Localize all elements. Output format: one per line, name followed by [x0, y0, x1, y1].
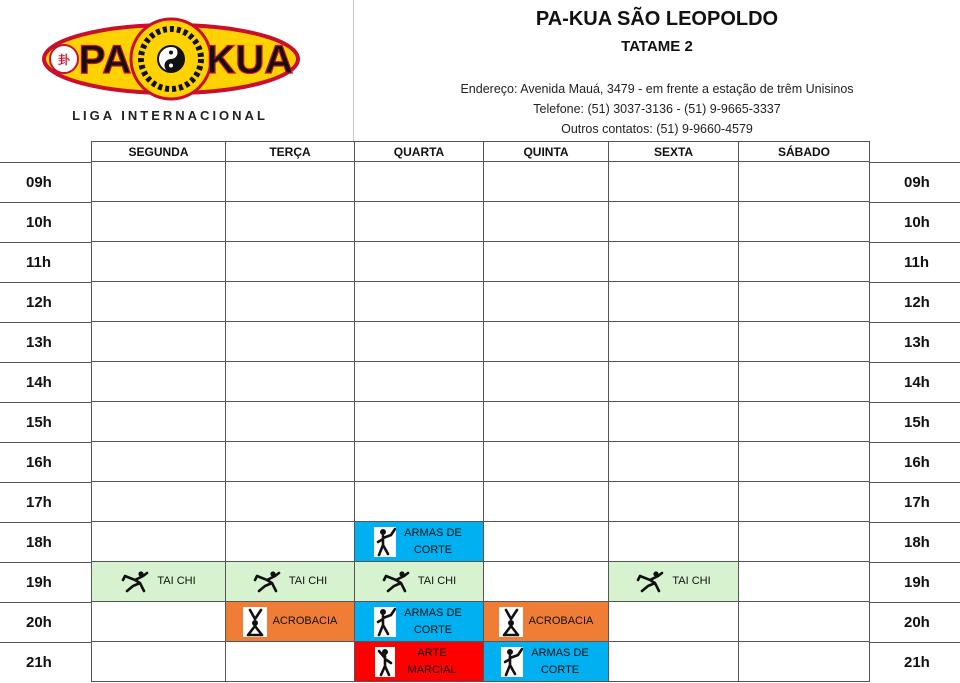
class-label: ARTE MARCIAL — [407, 646, 457, 676]
slot-sabado-15h[interactable] — [738, 401, 870, 442]
slot-segunda-12h[interactable] — [91, 281, 226, 322]
class-label: ACROBACIA — [528, 615, 594, 627]
martial-figure-icon — [375, 647, 395, 677]
taichi-figure-icon — [121, 571, 151, 593]
slot-terca-13h[interactable] — [225, 321, 355, 362]
slot-sabado-11h[interactable] — [738, 241, 870, 282]
hour-label-left: 13h — [0, 322, 91, 362]
slot-sabado-20h[interactable] — [738, 601, 870, 642]
slot-quinta-15h[interactable] — [483, 401, 609, 442]
hour-label-right: 12h — [869, 282, 960, 322]
class-acrobacia-terca-20h[interactable] — [225, 601, 355, 642]
hour-label-left: 21h — [0, 642, 91, 682]
address-line: Endereço: Avenida Mauá, 3479 - em frente a estação de trêm Unisinos — [460, 82, 854, 96]
day-header-sexta: SEXTA — [608, 141, 739, 163]
slot-sabado-19h[interactable] — [738, 561, 870, 602]
slot-quinta-09h[interactable] — [483, 161, 609, 202]
class-tai-chi-terca-19h[interactable] — [225, 561, 355, 602]
slot-terca-16h[interactable] — [225, 441, 355, 482]
day-header-quinta: QUINTA — [483, 141, 609, 163]
slot-quarta-17h[interactable] — [354, 481, 484, 522]
contacts-line: Outros contatos: (51) 9-9660-4579 — [561, 122, 753, 136]
slot-segunda-09h[interactable] — [91, 161, 226, 202]
slot-quinta-18h[interactable] — [483, 521, 609, 562]
hour-label-right: 21h — [869, 642, 960, 682]
svg-text:卦: 卦 — [57, 53, 71, 67]
hour-label-right: 18h — [869, 522, 960, 562]
tatame-subtitle: TATAME 2 — [621, 38, 693, 55]
slot-quinta-13h[interactable] — [483, 321, 609, 362]
slot-sexta-10h[interactable] — [608, 201, 739, 242]
day-header-terca: TERÇA — [225, 141, 355, 163]
slot-segunda-21h[interactable] — [91, 641, 226, 682]
hour-label-left: 12h — [0, 282, 91, 322]
class-label: TAI CHI — [157, 575, 196, 587]
class-armas-de-corte-quinta-21h[interactable] — [483, 641, 609, 682]
schedule-header — [0, 0, 960, 141]
slot-segunda-15h[interactable] — [91, 401, 226, 442]
hour-label-right: 15h — [869, 402, 960, 442]
class-armas-de-corte-quarta-20h[interactable] — [354, 601, 484, 642]
taichi-figure-icon — [636, 571, 666, 593]
logo-panel — [0, 0, 354, 141]
slot-segunda-20h[interactable] — [91, 601, 226, 642]
slot-quinta-10h[interactable] — [483, 201, 609, 242]
hour-label-left: 19h — [0, 562, 91, 602]
slot-quarta-09h[interactable] — [354, 161, 484, 202]
hour-label-left: 09h — [0, 162, 91, 202]
sword-figure-icon — [501, 647, 523, 677]
sword-figure-icon — [374, 607, 396, 637]
slot-segunda-16h[interactable] — [91, 441, 226, 482]
class-label: ACROBACIA — [272, 615, 338, 627]
day-header-segunda: SEGUNDA — [91, 141, 226, 163]
class-armas-de-corte-quarta-18h[interactable] — [354, 521, 484, 562]
class-label: ARMAS DE CORTE — [531, 646, 589, 676]
hour-label-left: 18h — [0, 522, 91, 562]
slot-segunda-13h[interactable] — [91, 321, 226, 362]
hour-label-right: 09h — [869, 162, 960, 202]
slot-quarta-11h[interactable] — [354, 241, 484, 282]
hour-label-right: 13h — [869, 322, 960, 362]
slot-sexta-21h[interactable] — [608, 641, 739, 682]
class-label: ARMAS DE CORTE — [404, 606, 462, 636]
slot-terca-17h[interactable] — [225, 481, 355, 522]
slot-sexta-13h[interactable] — [608, 321, 739, 362]
class-arte-marcial-quarta-21h[interactable] — [354, 641, 484, 682]
slot-quarta-13h[interactable] — [354, 321, 484, 362]
hour-label-left: 16h — [0, 442, 91, 482]
slot-segunda-17h[interactable] — [91, 481, 226, 522]
slot-sabado-12h[interactable] — [738, 281, 870, 322]
schedule-grid — [0, 141, 960, 683]
logo-right-text: KUA — [206, 38, 294, 82]
slot-sexta-20h[interactable] — [608, 601, 739, 642]
hour-label-left: 11h — [0, 242, 91, 282]
slot-terca-09h[interactable] — [225, 161, 355, 202]
slot-sabado-16h[interactable] — [738, 441, 870, 482]
phone-line: Telefone: (51) 3037-3136 - (51) 9-9665-3337 — [533, 102, 781, 116]
hour-label-left: 10h — [0, 202, 91, 242]
slot-quarta-15h[interactable] — [354, 401, 484, 442]
acrobat-figure-icon — [243, 607, 267, 637]
slot-terca-18h[interactable] — [225, 521, 355, 562]
slot-sexta-16h[interactable] — [608, 441, 739, 482]
slot-terca-15h[interactable] — [225, 401, 355, 442]
hour-label-left: 15h — [0, 402, 91, 442]
hour-label-right: 17h — [869, 482, 960, 522]
hour-label-right: 14h — [869, 362, 960, 402]
liga-label: LIGA INTERNACIONAL — [72, 108, 268, 123]
slot-terca-10h[interactable] — [225, 201, 355, 242]
slot-quinta-17h[interactable] — [483, 481, 609, 522]
slot-sexta-15h[interactable] — [608, 401, 739, 442]
class-tai-chi-quarta-19h[interactable] — [354, 561, 484, 602]
acrobat-figure-icon — [499, 607, 523, 637]
school-info — [354, 0, 960, 141]
slot-sabado-13h[interactable] — [738, 321, 870, 362]
logo-left-text: PA — [78, 38, 132, 82]
pakua-logo — [42, 16, 300, 102]
slot-sexta-12h[interactable] — [608, 281, 739, 322]
slot-quarta-14h[interactable] — [354, 361, 484, 402]
slot-sexta-18h[interactable] — [608, 521, 739, 562]
slot-terca-12h[interactable] — [225, 281, 355, 322]
slot-segunda-10h[interactable] — [91, 201, 226, 242]
school-title: PA-KUA SÃO LEOPOLDO — [535, 8, 779, 30]
slot-terca-21h[interactable] — [225, 641, 355, 682]
slot-quarta-16h[interactable] — [354, 441, 484, 482]
slot-quinta-14h[interactable] — [483, 361, 609, 402]
slot-segunda-14h[interactable] — [91, 361, 226, 402]
class-label: TAI CHI — [417, 575, 457, 587]
hour-label-left: 17h — [0, 482, 91, 522]
class-label: ARMAS DE CORTE — [404, 526, 462, 556]
slot-sabado-21h[interactable] — [738, 641, 870, 682]
hour-label-left: 20h — [0, 602, 91, 642]
sword-figure-icon — [374, 527, 396, 557]
slot-sabado-17h[interactable] — [738, 481, 870, 522]
slot-sabado-09h[interactable] — [738, 161, 870, 202]
slot-sexta-11h[interactable] — [608, 241, 739, 282]
hour-label-left: 14h — [0, 362, 91, 402]
slot-quarta-12h[interactable] — [354, 281, 484, 322]
slot-segunda-11h[interactable] — [91, 241, 226, 282]
slot-segunda-18h[interactable] — [91, 521, 226, 562]
taichi-figure-icon — [382, 571, 412, 593]
slot-sabado-18h[interactable] — [738, 521, 870, 562]
class-label: TAI CHI — [672, 575, 711, 587]
slot-quinta-12h[interactable] — [483, 281, 609, 322]
slot-terca-11h[interactable] — [225, 241, 355, 282]
class-tai-chi-segunda-19h[interactable] — [91, 561, 226, 602]
slot-sexta-14h[interactable] — [608, 361, 739, 402]
hour-label-right: 20h — [869, 602, 960, 642]
hour-label-right: 16h — [869, 442, 960, 482]
slot-sexta-17h[interactable] — [608, 481, 739, 522]
hour-label-right: 19h — [869, 562, 960, 602]
hour-label-right: 11h — [869, 242, 960, 282]
day-header-quarta: QUARTA — [354, 141, 484, 163]
slot-quinta-16h[interactable] — [483, 441, 609, 482]
hour-label-right: 10h — [869, 202, 960, 242]
class-tai-chi-sexta-19h[interactable] — [608, 561, 739, 602]
slot-sexta-09h[interactable] — [608, 161, 739, 202]
day-header-sabado: SÁBADO — [738, 141, 870, 163]
class-label: TAI CHI — [288, 575, 328, 587]
slot-terca-14h[interactable] — [225, 361, 355, 402]
slot-sabado-10h[interactable] — [738, 201, 870, 242]
slot-quarta-10h[interactable] — [354, 201, 484, 242]
slot-quinta-19h[interactable] — [483, 561, 609, 602]
slot-sabado-14h[interactable] — [738, 361, 870, 402]
slot-quinta-11h[interactable] — [483, 241, 609, 282]
taichi-figure-icon — [253, 571, 283, 593]
class-acrobacia-quinta-20h[interactable] — [483, 601, 609, 642]
